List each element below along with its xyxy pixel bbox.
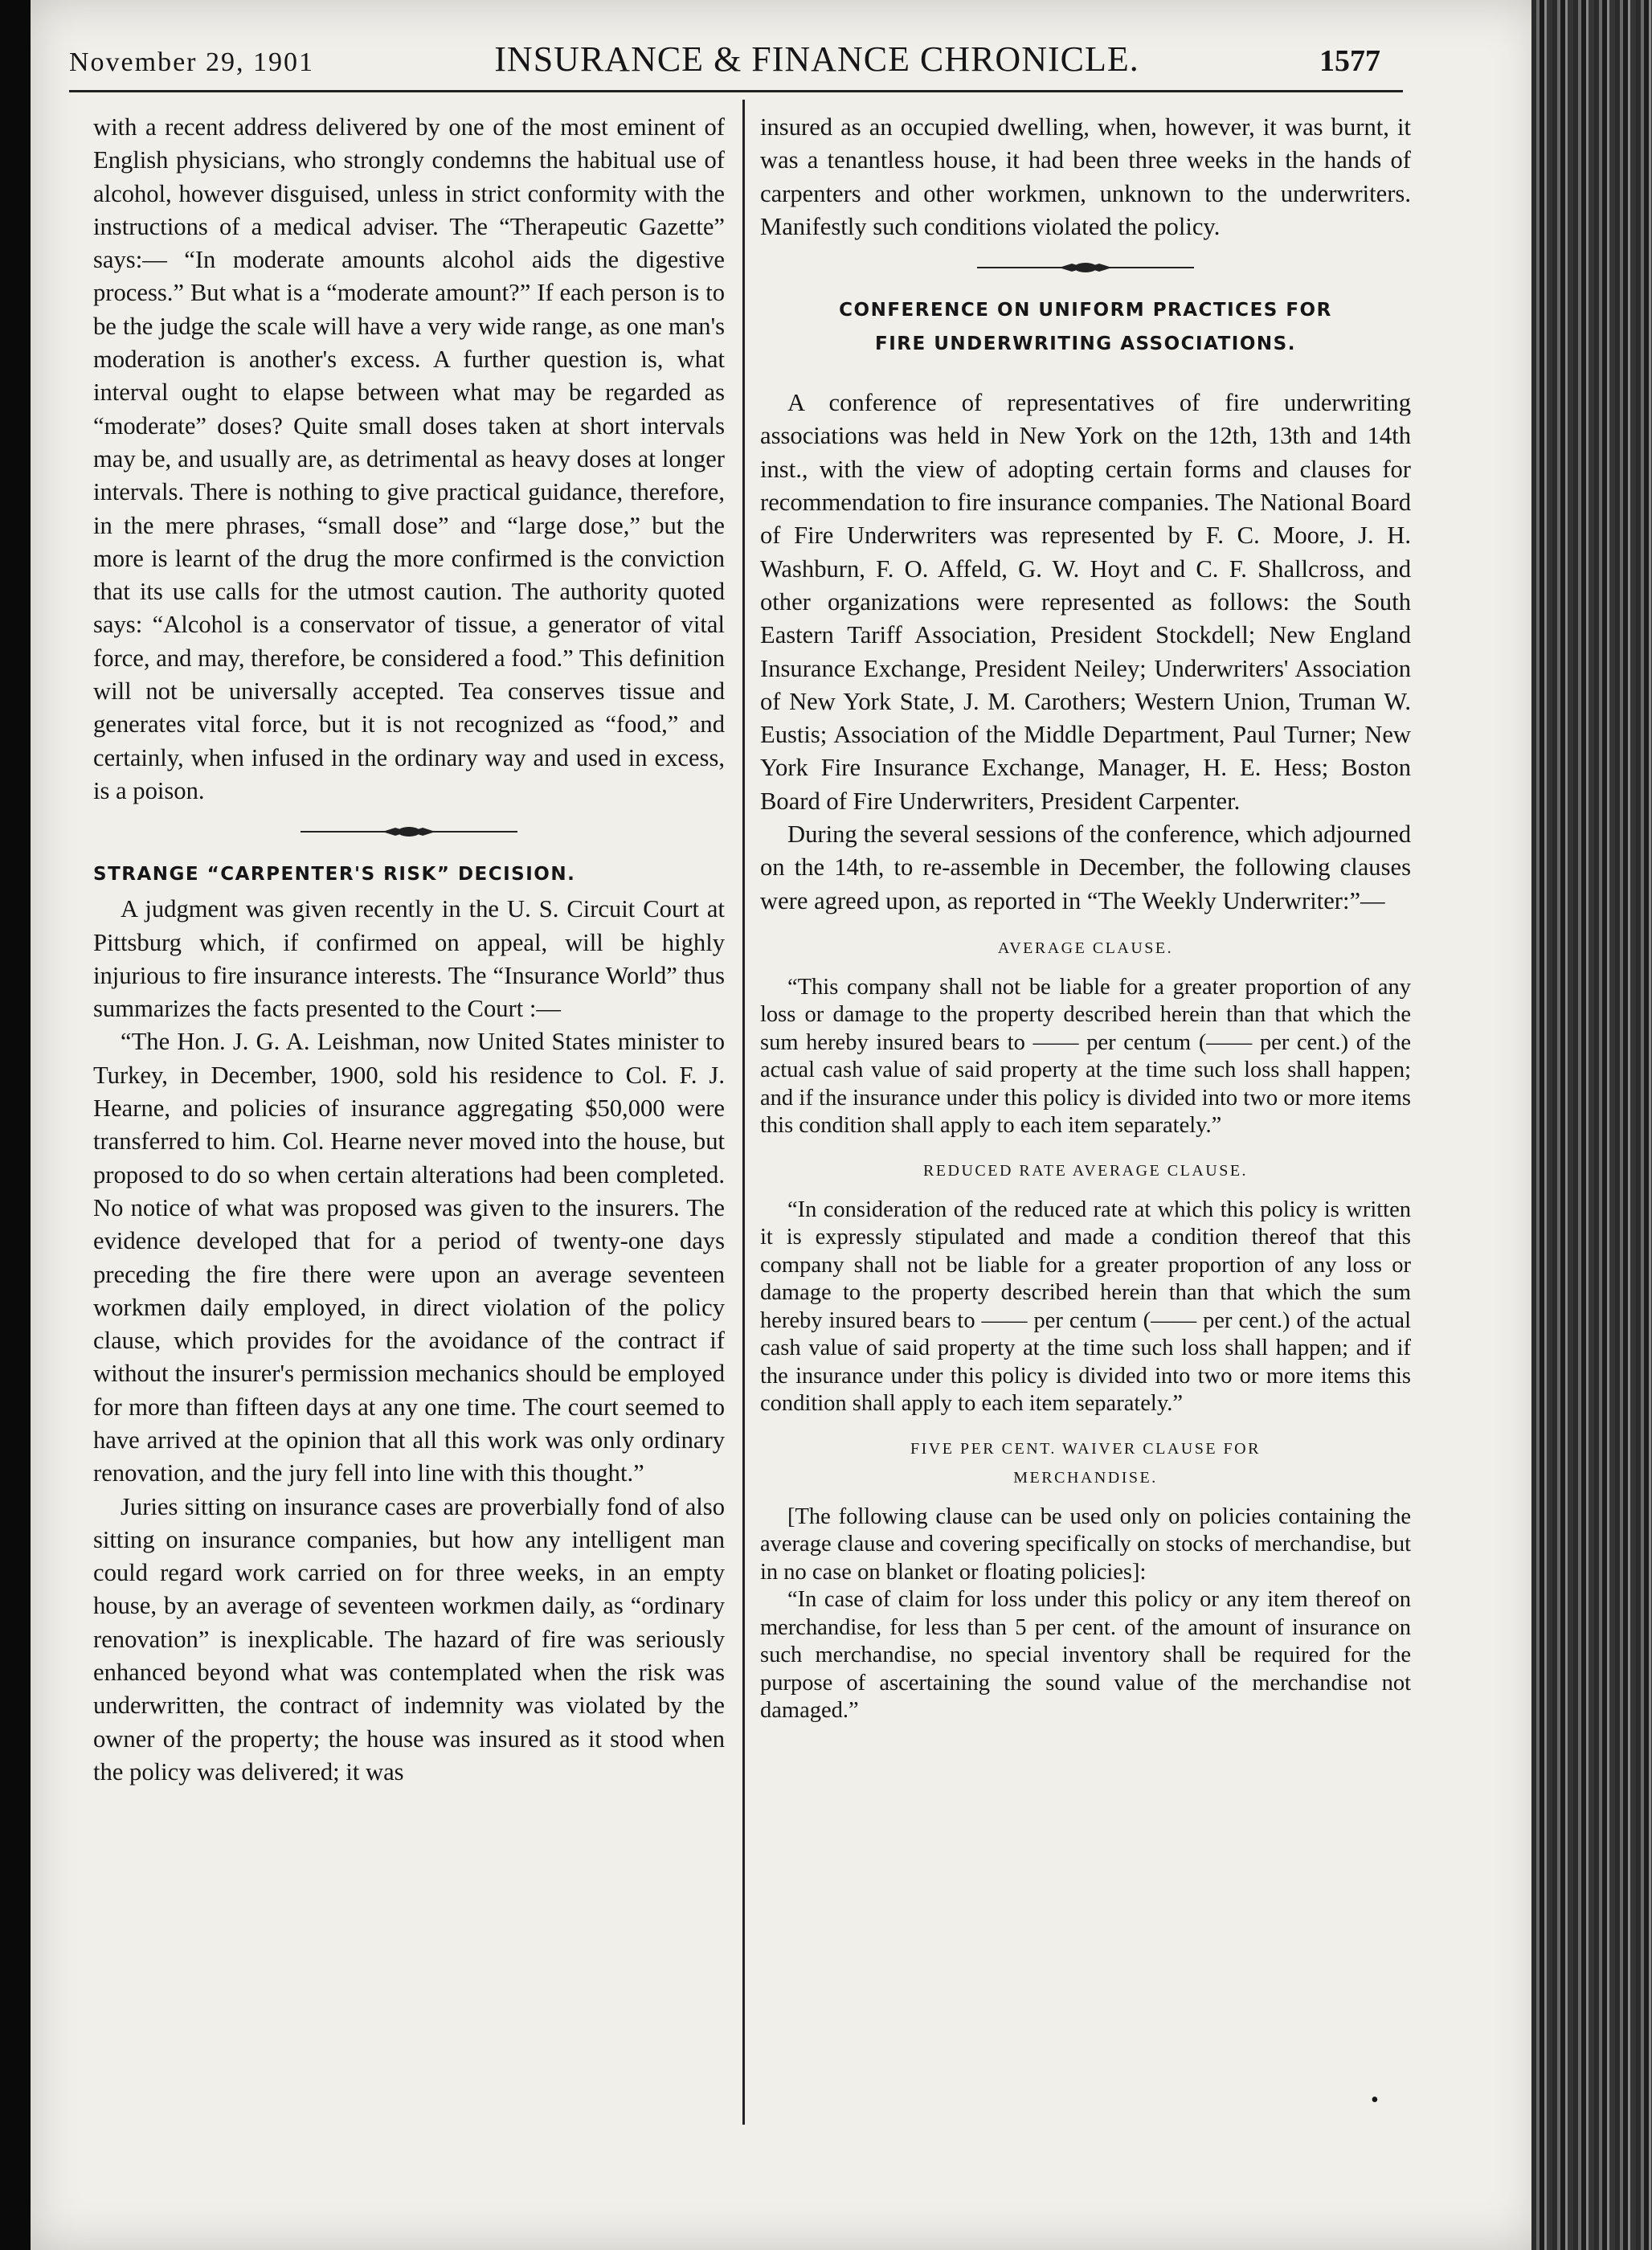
newspaper-page (31, 0, 1541, 2250)
page-number: 1577 (1319, 44, 1380, 78)
article-paragraph: “The Hon. J. G. A. Leishman, now United States minister to Turkey, in December, 1900, sold his residence to Col. F. J. Hearne, and policies of insurance aggregating $50,000 were transferred to him. Col. Hearne never moved into the house, but proposed to do so when certain alterations had been completed. No notice of what was proposed was given to the insurers. The evidence developed that for a period of twenty-one days preceding the fire there were upon an average seventeen workmen daily employed, in direct violation of the policy clause, which provides for the avoidance of the contract if without the insurer's permission mechanics should be employed for more than fifteen days at any one time. The court seemed to have arrived at the opinion that all this work was only ordinary renovation, and the jury fell into line with this thought.” (93, 1028, 725, 1487)
right-column (760, 111, 1411, 1725)
clause-heading-line: FIVE PER CENT. WAIVER CLAUSE FOR (910, 1439, 1261, 1458)
column-divider (742, 100, 745, 2125)
article-paragraph: During the several sessions of the conference, which adjourned on the 14th, to re-assemble in December, the following clauses were agreed upon, as reported in “The Weekly Underwriter:”— (760, 820, 1411, 914)
ornament-divider (977, 261, 1194, 274)
header-rule (69, 90, 1403, 92)
article-heading: STRANGE “CARPENTER'S RISK” DECISION. (93, 864, 576, 886)
clause-heading: AVERAGE CLAUSE. (997, 939, 1174, 957)
continued-paragraph: with a recent address delivered by one of the most eminent of English physicians, who strongly condemns the habitual use of alcohol, however disguised, unless in strict conformity with the instructions of a medical adviser. The “Therapeutic Gazette” says:— “In moderate amounts alcohol aids the digestive process.” But what is a “moderate amount?” If each person is to be the judge the scale will have a very wide range, as one man's moderation is another's excess. A further question is, what interval ought to elapse between what may be regarded as “moderate” doses? Quite small doses taken at short intervals may be, and usually are, as detrimental as heavy doses at longer intervals. There is nothing to give practical guidance, therefore, in the mere phrases, “small dose” and “large dose,” but the more is learnt of the drug the more confirmed is the conviction that its use calls for the utmost caution. The authority quoted says: “Alcohol is a conservator of tissue, a generator of vital force, and may, therefore, be considered a food.” This definition will not be universally accepted. Tea conserves tissue and generates vital force, but it is not recognized as “food,” and certainly, when infused in the ordinary way and used in excess, is a poison. (93, 113, 725, 804)
clause-heading: REDUCED RATE AVERAGE CLAUSE. (922, 1161, 1249, 1180)
article-heading (760, 293, 1411, 361)
book-binding-edge (1531, 0, 1652, 2250)
article-heading-line: CONFERENCE ON UNIFORM PRACTICES FOR (839, 300, 1332, 321)
article-paragraph: A judgment was given recently in the U. S. Circuit Court at Pittsburg which, if confirmed on appeal, will be highly injurious to fire insurance interests. The “Insurance World” thus summarizes the facts presented to the Court :— (93, 895, 725, 1023)
publication-title: INSURANCE & FINANCE CHRONICLE. (494, 39, 1139, 79)
article-paragraph: Juries sitting on insurance cases are proverbially fond of also sitting on insurance companies, but how any intelligent man could regard work carried on for three weeks, in an empty house, by an average of seventeen workmen daily, as “ordinary renovation” is inexplicable. The hazard of fire was seriously enhanced beyond what was contemplated when the risk was underwritten, the contract of indemnity was violated by the owner of the property; the house was insured as it stood when the policy was delivered; it was (93, 1492, 725, 1786)
clause-text: “This company shall not be liable for a greater proportion of any loss or damage to the property described herein than that which the sum hereby insured bears to —— per centum (—— per cent.) of the actual cash value of said property at the time such loss shall happen; and if the insurance under this policy is divided into two or more items this condition shall apply to each item separately.” (760, 974, 1411, 1139)
continued-paragraph: insured as an occupied dwelling, when, however, it was burnt, it was a tenantless house, it had been three weeks in the hands of carpenters and other workmen, unknown to the underwriters. Manifestly such conditions violated the policy. (760, 113, 1411, 240)
clause-heading-line: MERCHANDISE. (1013, 1468, 1158, 1487)
ornament-divider (301, 825, 517, 838)
clause-note: [The following clause can be used only on policies containing the average clause and covering specifically on stocks of merchandise, but in no case on blanket or floating policies]: (760, 1503, 1411, 1585)
masthead (69, 39, 1380, 90)
article-heading-line: FIRE UNDERWRITING ASSOCIATIONS. (875, 333, 1296, 355)
left-column (93, 111, 725, 1789)
clause-text: “In consideration of the reduced rate at which this policy is written it is expressly stipulated and made a condition thereof that this company shall not be liable for a greater proportion of any loss or damage to the property described herein than that which the sum hereby insured bears to —— per centum (—— per cent.) of the actual cash value of said property at the time such loss shall happen; and if the insurance under this policy is divided into two or more items this condition shall apply to each item separately.” (760, 1197, 1411, 1417)
clause-text: “In case of claim for loss under this policy or any item thereof on merchandise, for less than 5 per cent. of the amount of insurance on such merchandise, no special inventory shall be required for the purpose of ascertaining the sound value of the merchandise not damaged.” (760, 1587, 1411, 1724)
article-paragraph: A conference of representatives of fire underwriting associations was held in New York on the 12th, 13th and 14th inst., with the view of adopting certain forms and clauses for recommendation to fire insurance companies. The National Board of Fire Underwriters was represented by F. C. Moore, J. H. Washburn, F. O. Affeld, G. W. Hoyt and C. F. Shallcross, and other organizations were represented as follows: the South Eastern Tariff Association, President Stockdell; New England Insurance Exchange, President Neiley; Underwriters' Association of New York State, J. M. Carothers; Western Union, Truman W. Eustis; Association of the Middle Department, Paul Turner; New York Fire Insurance Exchange, Manager, H. E. Hess; Boston Board of Fire Underwriters, President Carpenter. (760, 389, 1411, 815)
stray-mark: • (1371, 2088, 1379, 2113)
issue-date: November 29, 1901 (69, 47, 315, 77)
clause-heading (760, 1434, 1411, 1492)
